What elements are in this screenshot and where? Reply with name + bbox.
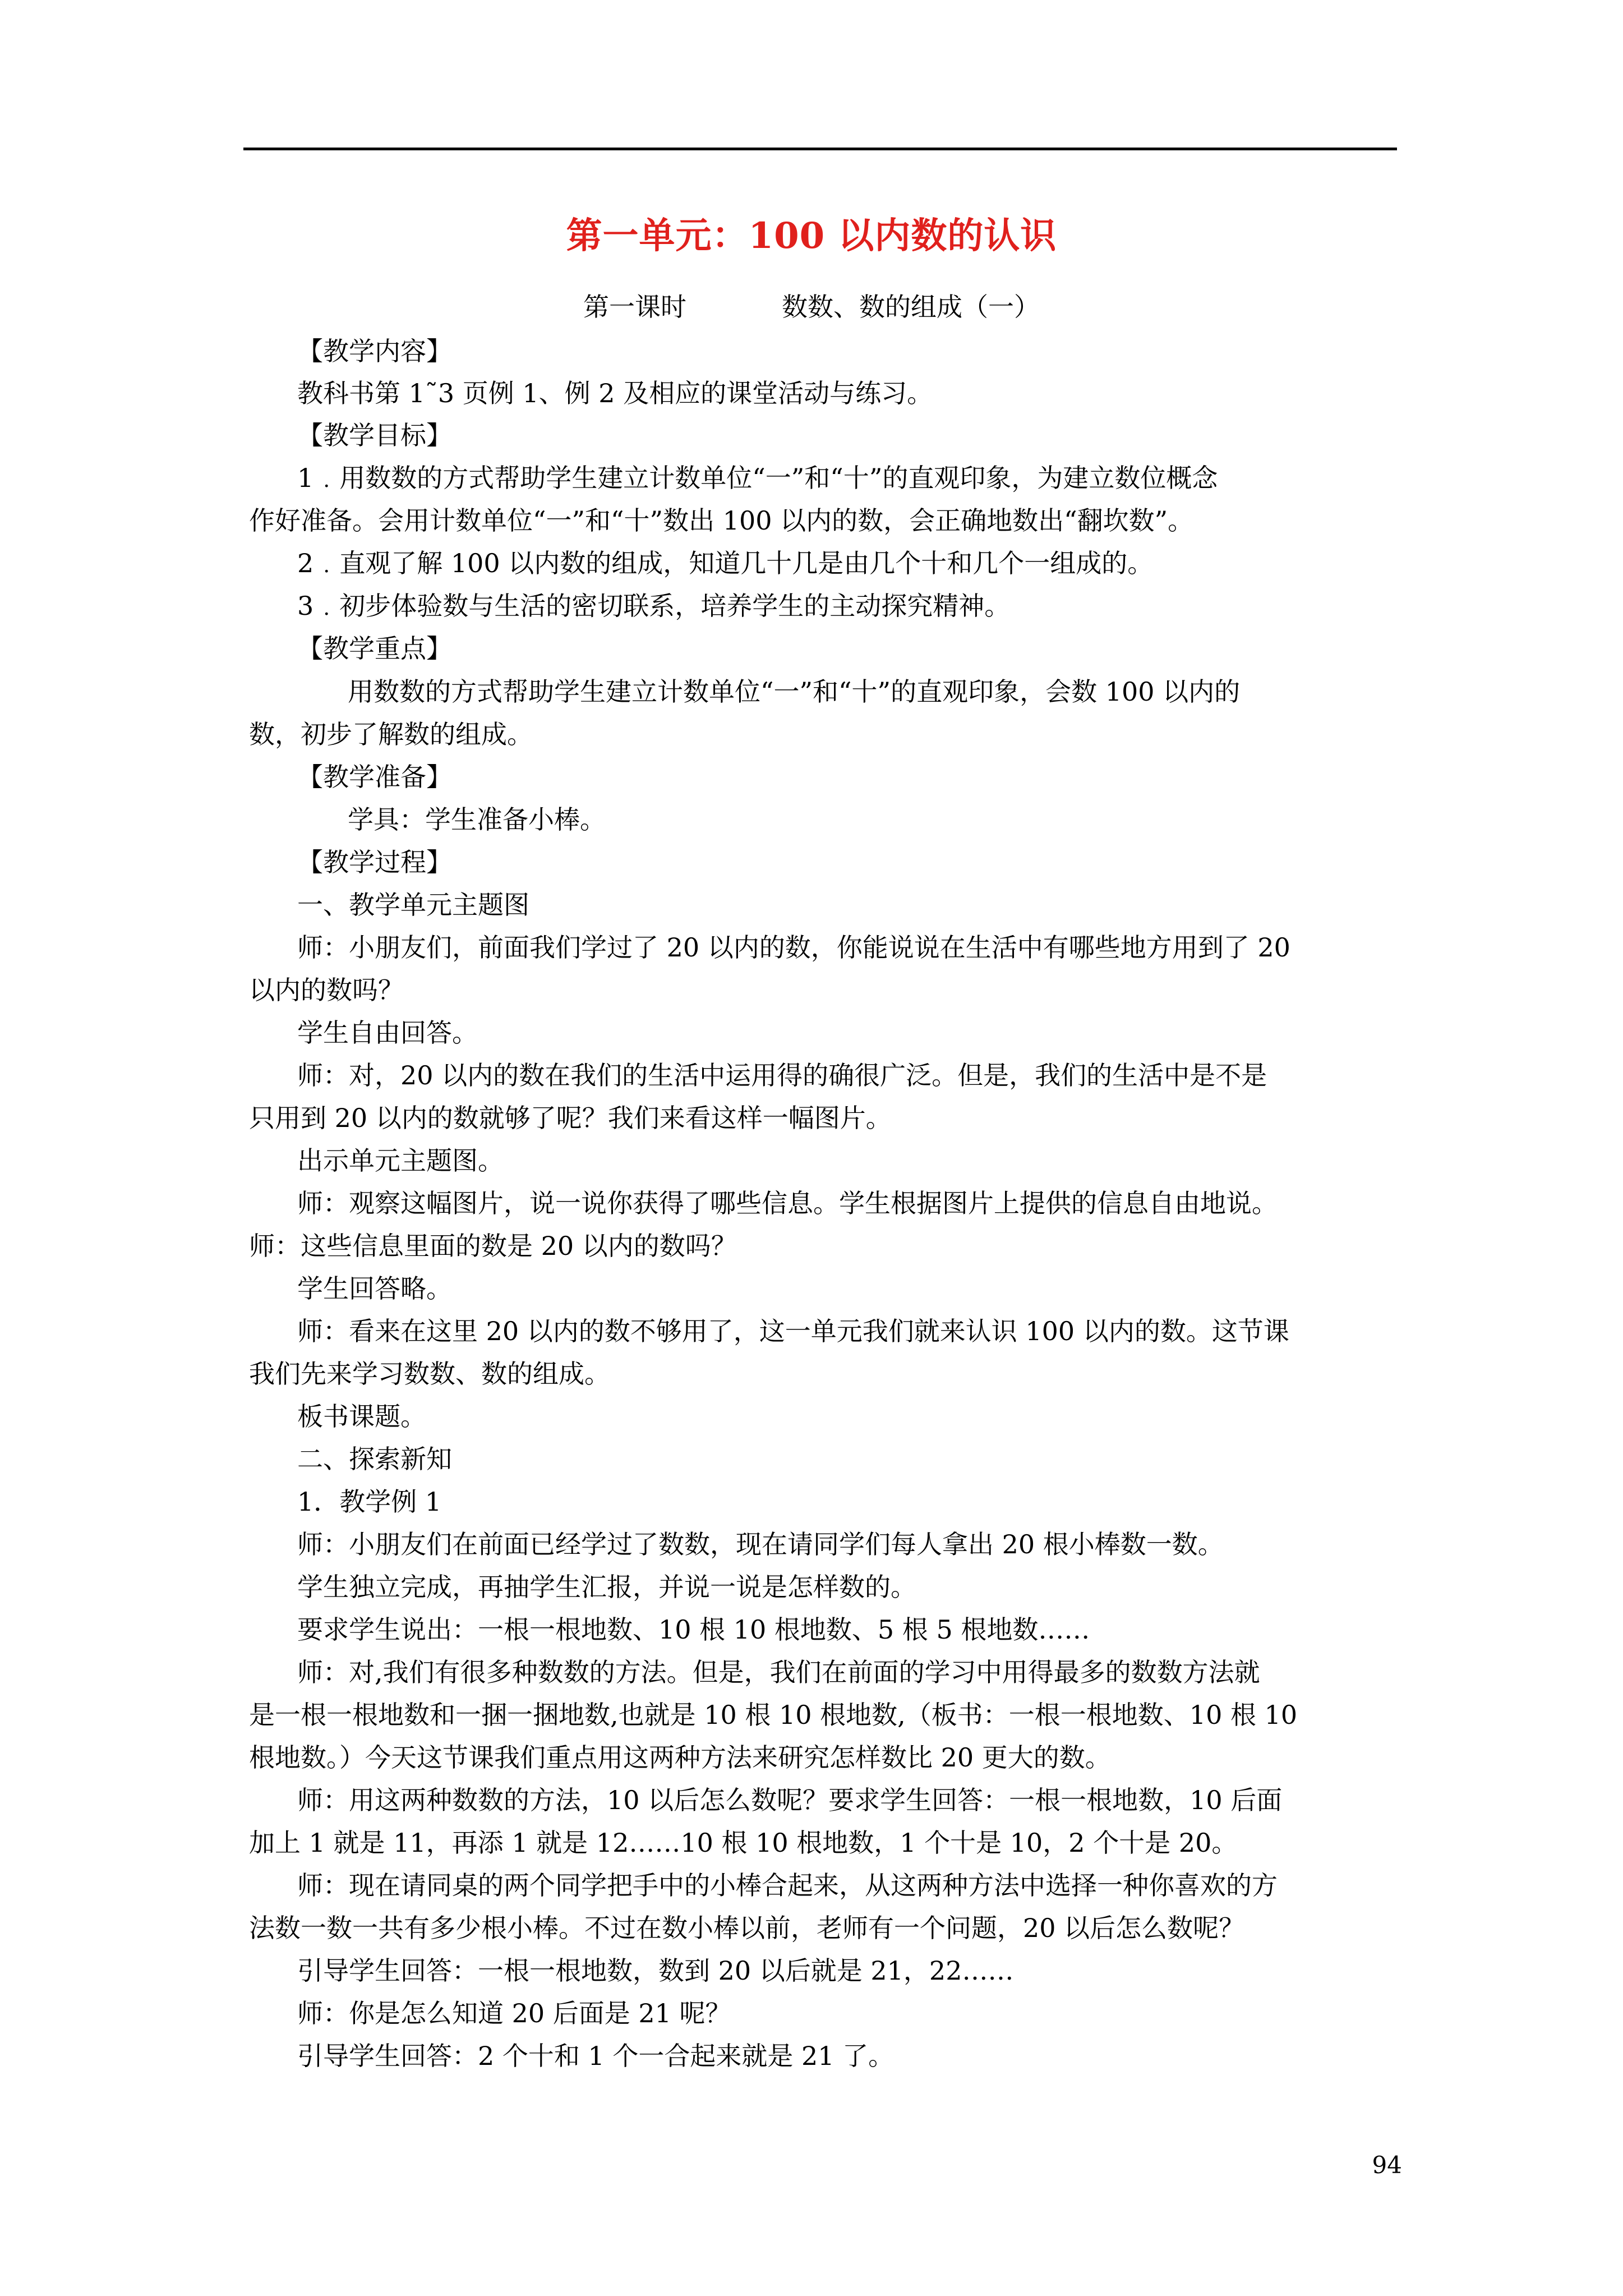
paragraph-line: 根地数。）今天这节课我们重点用这两种方法来研究怎样数比 20 更大的数。 <box>249 1742 1111 1773</box>
header-rule <box>243 148 1397 150</box>
section-heading-prep: 【教学准备】 <box>297 762 452 792</box>
subheading: 二、探索新知 <box>297 1444 452 1474</box>
subheading: 1．教学例 1 <box>297 1487 442 1517</box>
paragraph-line: 板书课题。 <box>297 1401 426 1432</box>
paragraph-line: 学生自由回答。 <box>297 1018 478 1048</box>
paragraph-line: 2﹒直观了解 100 以内数的组成，知道几十几是由几个十和几个一组成的。 <box>297 548 1154 578</box>
paragraph-line: 师：你是怎么知道 20 后面是 21 呢？ <box>297 1998 731 2028</box>
paragraph-line: 师：这些信息里面的数是 20 以内的数吗？ <box>249 1231 737 1261</box>
paragraph-line: 引导学生回答：2 个十和 1 个一合起来就是 21 了。 <box>297 2041 895 2071</box>
paragraph-line: 师：观察这幅图片，说一说你获得了哪些信息。学生根据图片上提供的信息自由地说。 <box>297 1188 1278 1218</box>
paragraph-line: 用数数的方式帮助学生建立计数单位“一”和“十”的直观印象，会数 100 以内的 <box>348 677 1241 707</box>
document-title: 第一单元：100 以内数的认识 <box>566 215 1057 257</box>
paragraph-line: 学生回答略。 <box>297 1273 452 1304</box>
paragraph-line: 要求学生说出：一根一根地数、10 根 10 根地数、5 根 5 根地数…… <box>297 1614 1090 1645</box>
paragraph-line: 我们先来学习数数、数的组成。 <box>249 1359 610 1389</box>
lesson-subtitle <box>0 287 1623 326</box>
paragraph-line: 师：用这两种数数的方法，10 以后怎么数呢？要求学生回答：一根一根地数，10 后面 <box>297 1785 1283 1815</box>
paragraph-line: 师：现在请同桌的两个同学把手中的小棒合起来，从这两种方法中选择一种你喜欢的方 <box>297 1870 1278 1901</box>
paragraph-line: 师：对,我们有很多种数数的方法。但是，我们在前面的学习中用得最多的数数方法就 <box>297 1657 1260 1687</box>
paragraph-line: 加上 1 就是 11，再添 1 就是 12……10 根 10 根地数，1 个十是 10，2 个十是 20。 <box>249 1828 1238 1858</box>
paragraph-line: 以内的数吗？ <box>249 975 404 1005</box>
section-heading-content: 【教学内容】 <box>297 336 452 366</box>
paragraph-line: 引导学生回答：一根一根地数，数到 20 以后就是 21，22…… <box>297 1955 1014 1986</box>
paragraph-line: 3﹒初步体验数与生活的密切联系，培养学生的主动探究精神。 <box>297 591 1011 621</box>
paragraph-line: 师：对，20 以内的数在我们的生活中运用得的确很广泛。但是，我们的生活中是不是 <box>297 1060 1267 1091</box>
paragraph-line: 教科书第 1˜3 页例 1、例 2 及相应的课堂活动与练习。 <box>297 378 933 408</box>
lesson-period: 第一课时 <box>583 292 686 322</box>
paragraph-line: 学具：学生准备小棒。 <box>348 804 606 835</box>
lesson-topic: 数数、数的组成（一） <box>782 292 1040 322</box>
paragraph-line: 1﹒用数数的方式帮助学生建立计数单位“一”和“十”的直观印象，为建立数位概念 <box>297 463 1218 493</box>
paragraph-line: 学生独立完成，再抽学生汇报，并说一说是怎样数的。 <box>297 1572 916 1602</box>
paragraph-line: 只用到 20 以内的数就够了呢？我们来看这样一幅图片。 <box>249 1103 892 1133</box>
paragraph-line: 师：小朋友们在前面已经学过了数数，现在请同学们每人拿出 20 根小棒数一数。 <box>297 1529 1224 1559</box>
section-heading-process: 【教学过程】 <box>297 847 452 877</box>
paragraph-line: 出示单元主题图。 <box>297 1145 504 1176</box>
paragraph-line: 是一根一根地数和一捆一捆地数,也就是 10 根 10 根地数,（板书：一根一根地数、10 根 10 <box>249 1700 1298 1730</box>
paragraph-line: 数，初步了解数的组成。 <box>249 719 533 749</box>
subheading: 一、教学单元主题图 <box>297 890 529 920</box>
paragraph-line: 师：小朋友们，前面我们学过了 20 以内的数，你能说说在生活中有哪些地方用到了 20 <box>297 932 1290 963</box>
section-heading-keypoints: 【教学重点】 <box>297 633 452 664</box>
paragraph-line: 作好准备。会用计数单位“一”和“十”数出 100 以内的数，会正确地数出“翻坎数”。 <box>249 505 1194 536</box>
paragraph-line: 师：看来在这里 20 以内的数不够用了，这一单元我们就来认识 100 以内的数。这节课 <box>297 1316 1289 1346</box>
section-heading-goals: 【教学目标】 <box>297 420 452 450</box>
paragraph-line: 法数一数一共有多少根小棒。不过在数小棒以前，老师有一个问题，20 以后怎么数呢？ <box>249 1913 1245 1943</box>
page-number: 94 <box>1372 2151 1402 2179</box>
